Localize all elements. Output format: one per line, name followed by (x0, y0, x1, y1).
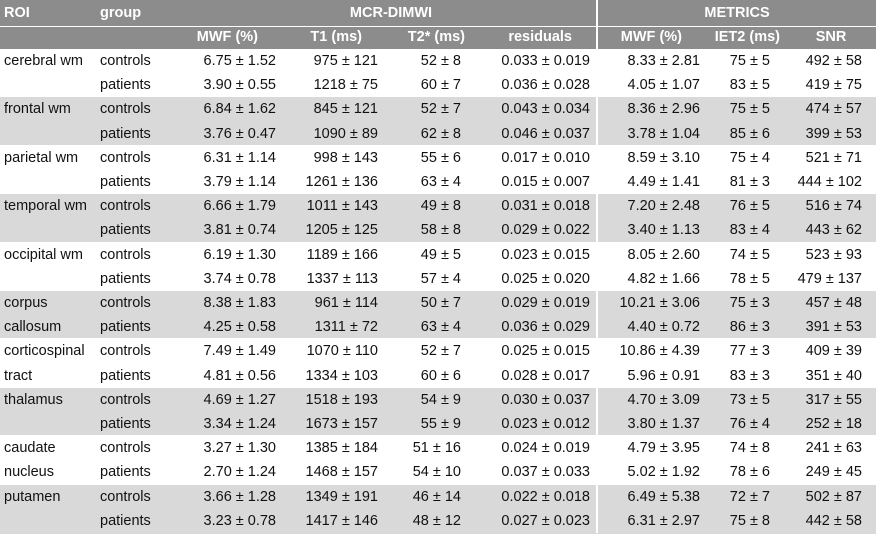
cell-group: patients (100, 367, 151, 384)
cell-group: controls (100, 488, 151, 505)
cell-snr: 479 ± 137 (797, 270, 862, 287)
header-residuals: residuals (508, 29, 572, 45)
cell-t2s: 55 ± 6 (420, 149, 461, 166)
cell-snr: 492 ± 58 (805, 53, 862, 69)
cell-mwf: 3.66 ± 1.28 (203, 488, 276, 505)
cell-group: patients (100, 464, 151, 481)
cell-t2s: 52 ± 7 (420, 343, 461, 360)
table-row (0, 218, 876, 243)
header-row-columns (0, 26, 876, 49)
cell-roi: caudate (4, 440, 56, 457)
cell-iet2: 75 ± 4 (729, 149, 770, 166)
cell-roi: callosum (4, 319, 62, 336)
cell-res: 0.023 ± 0.015 (501, 246, 590, 263)
cell-iet2: 72 ± 7 (729, 488, 770, 505)
cell-group: patients (100, 512, 151, 529)
cell-iet2: 76 ± 5 (729, 198, 770, 215)
cell-res: 0.025 ± 0.015 (501, 343, 590, 360)
cell-mwf: 2.70 ± 1.24 (203, 464, 276, 481)
table-row (0, 267, 876, 292)
cell-res: 0.025 ± 0.020 (501, 270, 590, 287)
cell-snr: 457 ± 48 (805, 295, 862, 311)
table-row (0, 49, 876, 74)
cell-group: controls (100, 343, 151, 360)
cell-t2s: 58 ± 8 (420, 222, 461, 239)
cell-roi: temporal wm (4, 198, 87, 215)
cell-t1: 975 ± 121 (313, 53, 378, 69)
cell-t1: 1311 ± 72 (314, 319, 378, 336)
cell-mwf: 3.23 ± 0.78 (203, 512, 276, 529)
header-group: group (100, 5, 142, 21)
cell-res: 0.031 ± 0.018 (501, 198, 590, 215)
cell-iet2: 81 ± 3 (729, 174, 770, 190)
cell-mwf: 4.69 ± 1.27 (203, 391, 276, 408)
cell-mwf: 6.31 ± 1.14 (203, 149, 276, 166)
cell-group: patients (100, 125, 151, 142)
cell-t2s: 62 ± 8 (420, 125, 461, 142)
cell-iet2: 73 ± 5 (729, 391, 770, 408)
cell-mwf: 6.19 ± 1.30 (203, 246, 276, 263)
cell-res: 0.036 ± 0.028 (501, 77, 590, 94)
cell-mwf2: 4.82 ± 1.66 (627, 270, 700, 287)
cell-group: patients (100, 77, 151, 94)
cell-snr: 444 ± 102 (797, 174, 862, 190)
cell-snr: 391 ± 53 (805, 319, 862, 336)
cell-t2s: 55 ± 9 (420, 416, 461, 432)
table-row (0, 73, 876, 98)
table-row (0, 485, 876, 510)
cell-mwf: 8.38 ± 1.83 (203, 295, 276, 311)
cell-mwf: 4.25 ± 0.58 (203, 319, 276, 336)
cell-iet2: 83 ± 4 (729, 222, 770, 239)
cell-t1: 1011 ± 143 (306, 198, 378, 215)
cell-t1: 1337 ± 113 (306, 270, 378, 287)
cell-snr: 252 ± 18 (805, 416, 862, 432)
cell-t1: 1417 ± 146 (305, 512, 378, 529)
cell-res: 0.015 ± 0.007 (501, 174, 590, 190)
cell-res: 0.029 ± 0.022 (501, 222, 590, 239)
table-row (0, 460, 876, 485)
cell-group: patients (100, 174, 151, 190)
header-section-mcr-dimwi: MCR-DIMWI (349, 5, 433, 21)
cell-group: patients (100, 270, 151, 287)
cell-t2s: 51 ± 16 (412, 440, 461, 457)
cell-t1: 1070 ± 110 (306, 343, 378, 360)
cell-t1: 1334 ± 103 (305, 367, 378, 384)
cell-group: controls (100, 101, 151, 118)
cell-mwf2: 4.49 ± 1.41 (627, 174, 700, 190)
cell-mwf2: 10.21 ± 3.06 (619, 295, 700, 311)
cell-mwf: 3.90 ± 0.55 (203, 77, 276, 94)
cell-mwf2: 7.20 ± 2.48 (627, 198, 700, 215)
cell-t1: 1189 ± 166 (306, 246, 378, 263)
table-row (0, 97, 876, 122)
cell-mwf2: 4.79 ± 3.95 (627, 440, 700, 457)
cell-t2s: 54 ± 10 (412, 464, 461, 481)
cell-group: controls (100, 440, 151, 457)
table-row (0, 364, 876, 389)
header-roi: ROI (4, 5, 30, 21)
cell-mwf2: 4.40 ± 0.72 (627, 319, 700, 336)
cell-res: 0.017 ± 0.010 (501, 149, 590, 166)
cell-mwf: 3.27 ± 1.30 (203, 440, 276, 457)
cell-iet2: 75 ± 3 (729, 295, 770, 311)
cell-t2s: 50 ± 7 (420, 295, 461, 311)
cell-t1: 1385 ± 184 (305, 440, 378, 457)
cell-group: controls (100, 149, 151, 166)
table-row (0, 339, 876, 364)
cell-res: 0.036 ± 0.029 (501, 319, 590, 336)
cell-t2s: 46 ± 14 (412, 488, 461, 505)
cell-roi: corpus (4, 295, 48, 311)
cell-res: 0.033 ± 0.019 (501, 53, 590, 69)
cell-iet2: 83 ± 5 (729, 77, 770, 94)
cell-group: patients (100, 416, 151, 432)
table-row (0, 436, 876, 461)
cell-res: 0.028 ± 0.017 (501, 367, 590, 384)
cell-mwf2: 5.96 ± 0.91 (627, 367, 700, 384)
cell-snr: 521 ± 71 (805, 149, 862, 166)
header-t1: T1 (ms) (310, 29, 362, 45)
table-row (0, 291, 876, 316)
cell-t1: 1218 ± 75 (313, 77, 378, 94)
cell-mwf: 3.74 ± 0.78 (203, 270, 276, 287)
cell-mwf2: 8.36 ± 2.96 (627, 101, 700, 118)
cell-roi: nucleus (4, 464, 54, 481)
cell-mwf2: 3.40 ± 1.13 (627, 222, 700, 239)
cell-mwf2: 10.86 ± 4.39 (619, 343, 700, 360)
table-row (0, 509, 876, 534)
cell-snr: 523 ± 93 (805, 246, 862, 263)
cell-group: controls (100, 295, 151, 311)
cell-t2s: 52 ± 8 (420, 53, 461, 69)
cell-snr: 317 ± 55 (805, 391, 862, 408)
cell-res: 0.046 ± 0.037 (501, 125, 590, 142)
cell-snr: 409 ± 39 (805, 343, 862, 360)
cell-iet2: 74 ± 8 (729, 440, 770, 457)
cell-iet2: 74 ± 5 (729, 246, 770, 263)
header-mwf-metrics: MWF (%) (620, 29, 682, 45)
cell-t2s: 54 ± 9 (420, 391, 461, 408)
cell-roi: frontal wm (4, 101, 71, 118)
header-iet2: IET2 (ms) (714, 29, 780, 45)
cell-mwf: 6.75 ± 1.52 (203, 53, 276, 69)
cell-t1: 998 ± 143 (313, 149, 378, 166)
cell-mwf2: 4.05 ± 1.07 (627, 77, 700, 94)
header-row-sections (0, 0, 876, 26)
cell-snr: 442 ± 58 (805, 512, 862, 529)
cell-roi: tract (4, 367, 33, 384)
cell-t2s: 60 ± 7 (420, 77, 461, 94)
cell-mwf2: 6.31 ± 2.97 (627, 512, 700, 529)
cell-group: controls (100, 198, 151, 215)
cell-mwf: 3.81 ± 0.74 (203, 222, 276, 239)
cell-roi: putamen (4, 488, 61, 505)
cell-mwf2: 6.49 ± 5.38 (627, 488, 700, 505)
cell-t1: 1205 ± 125 (305, 222, 378, 239)
cell-iet2: 78 ± 5 (729, 270, 770, 287)
cell-mwf: 3.79 ± 1.14 (203, 174, 276, 190)
cell-snr: 516 ± 74 (805, 198, 862, 215)
table-row (0, 122, 876, 147)
cell-roi: occipital wm (4, 246, 83, 263)
cell-snr: 419 ± 75 (805, 77, 862, 94)
table-row (0, 243, 876, 268)
cell-snr: 443 ± 62 (805, 222, 862, 239)
cell-iet2: 75 ± 5 (729, 101, 770, 118)
cell-t1: 1468 ± 157 (305, 464, 378, 481)
cell-res: 0.022 ± 0.018 (501, 488, 590, 505)
cell-t1: 1261 ± 136 (305, 174, 378, 190)
header-snr: SNR (815, 29, 847, 45)
cell-roi: cerebral wm (4, 53, 83, 69)
cell-roi: parietal wm (4, 149, 79, 166)
cell-res: 0.030 ± 0.037 (501, 391, 590, 408)
cell-mwf: 4.81 ± 0.56 (203, 367, 276, 384)
cell-mwf: 6.66 ± 1.79 (203, 198, 276, 215)
cell-t2s: 63 ± 4 (420, 319, 461, 336)
cell-t1: 1349 ± 191 (305, 488, 378, 505)
cell-mwf2: 8.05 ± 2.60 (627, 246, 700, 263)
header-t2star: T2* (ms) (407, 29, 465, 45)
cell-mwf2: 3.80 ± 1.37 (627, 416, 700, 432)
cell-snr: 399 ± 53 (805, 125, 862, 142)
cell-iet2: 76 ± 4 (729, 416, 770, 432)
cell-res: 0.027 ± 0.023 (501, 512, 590, 529)
cell-iet2: 83 ± 3 (729, 367, 770, 384)
cell-t2s: 52 ± 7 (420, 101, 461, 118)
table-row (0, 388, 876, 413)
cell-t2s: 60 ± 6 (420, 367, 461, 384)
cell-snr: 502 ± 87 (805, 488, 862, 505)
cell-snr: 351 ± 40 (805, 367, 862, 384)
cell-mwf2: 8.59 ± 3.10 (627, 149, 700, 166)
cell-res: 0.023 ± 0.012 (501, 416, 590, 432)
cell-group: patients (100, 319, 151, 336)
cell-mwf2: 8.33 ± 2.81 (627, 53, 700, 69)
cell-t2s: 49 ± 5 (420, 246, 461, 263)
cell-roi: corticospinal (4, 343, 85, 360)
header-section-metrics: METRICS (704, 5, 770, 21)
cell-iet2: 75 ± 8 (729, 512, 770, 529)
cell-mwf2: 5.02 ± 1.92 (627, 464, 700, 481)
header-mwf: MWF (%) (196, 29, 258, 45)
cell-t2s: 63 ± 4 (420, 174, 461, 190)
cell-mwf: 6.84 ± 1.62 (203, 101, 276, 118)
cell-t2s: 49 ± 8 (420, 198, 461, 215)
cell-iet2: 75 ± 5 (729, 53, 770, 69)
cell-t1: 845 ± 121 (313, 101, 378, 118)
table-row (0, 170, 876, 195)
cell-snr: 241 ± 63 (805, 440, 862, 457)
cell-mwf: 3.76 ± 0.47 (203, 125, 276, 142)
table-row (0, 315, 876, 340)
cell-mwf: 3.34 ± 1.24 (203, 416, 276, 432)
cell-roi: thalamus (4, 391, 63, 408)
cell-iet2: 86 ± 3 (729, 319, 770, 336)
cell-res: 0.043 ± 0.034 (501, 101, 590, 118)
section-divider (596, 0, 598, 533)
cell-group: controls (100, 246, 151, 263)
cell-mwf2: 3.78 ± 1.04 (627, 125, 700, 142)
cell-t1: 1518 ± 193 (305, 391, 378, 408)
cell-res: 0.037 ± 0.033 (501, 464, 590, 481)
cell-res: 0.024 ± 0.019 (501, 440, 590, 457)
cell-group: controls (100, 391, 151, 408)
table-row (0, 146, 876, 171)
table-row (0, 412, 876, 437)
cell-snr: 474 ± 57 (805, 101, 862, 118)
cell-t2s: 57 ± 4 (420, 270, 461, 287)
cell-mwf2: 4.70 ± 3.09 (627, 391, 700, 408)
cell-group: controls (100, 53, 151, 69)
cell-t1: 1090 ± 89 (313, 125, 378, 142)
cell-mwf: 7.49 ± 1.49 (203, 343, 276, 360)
cell-snr: 249 ± 45 (805, 464, 862, 481)
cell-res: 0.029 ± 0.019 (501, 295, 590, 311)
cell-t2s: 48 ± 12 (412, 512, 461, 529)
cell-iet2: 77 ± 3 (729, 343, 770, 360)
cell-t1: 1673 ± 157 (305, 416, 378, 432)
cell-iet2: 85 ± 6 (729, 125, 770, 142)
cell-t1: 961 ± 114 (314, 295, 378, 311)
table-row (0, 194, 876, 219)
cell-group: patients (100, 222, 151, 239)
cell-iet2: 78 ± 6 (729, 464, 770, 481)
